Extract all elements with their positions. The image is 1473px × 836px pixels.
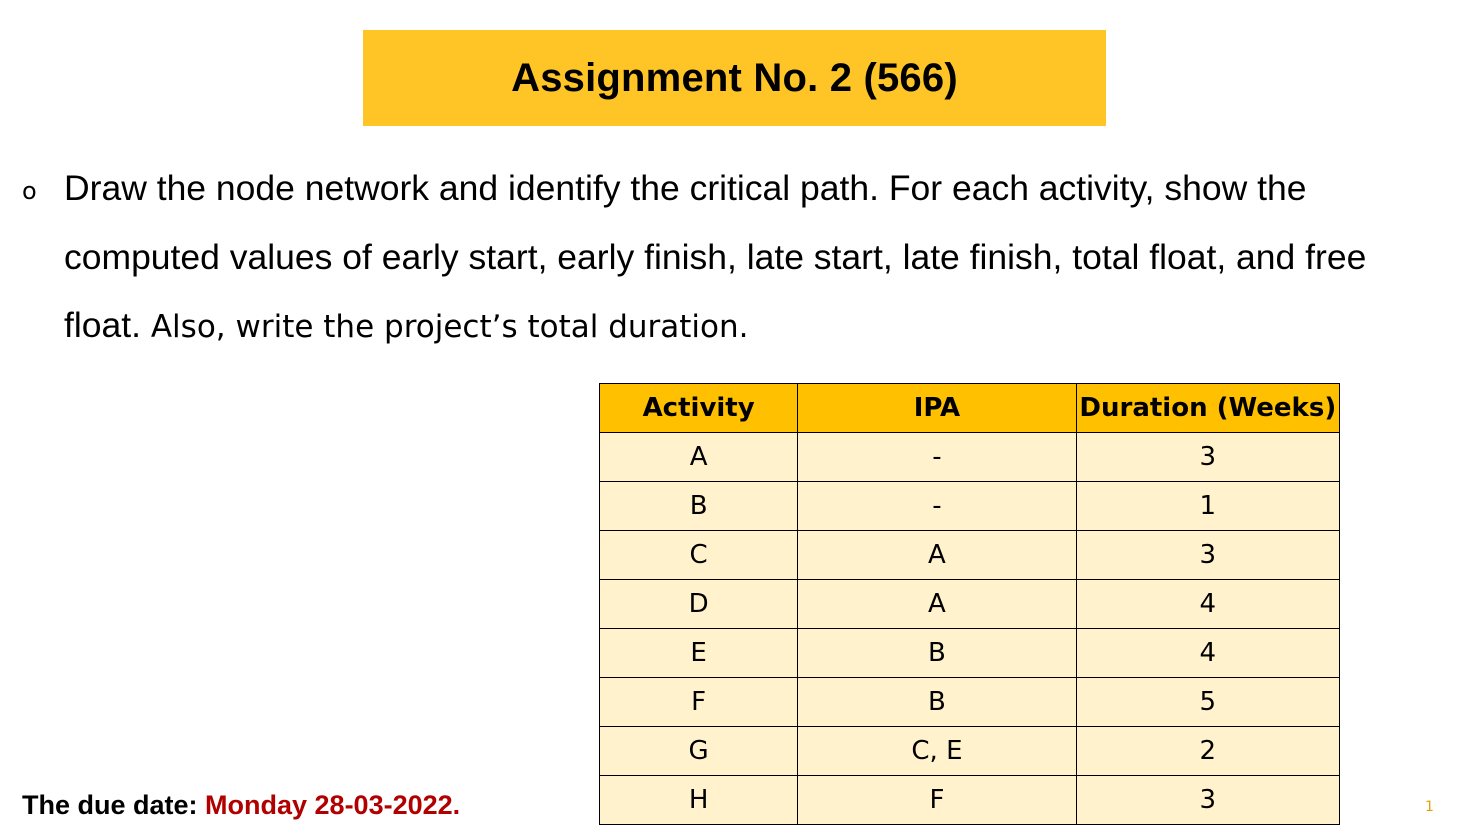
instructions-main: Draw the node network and identify the critical path. For each activity, show the computed values of early start, early finish, late start, late finish, total float, and free float. bbox=[64, 168, 1367, 345]
cell-duration: 3 bbox=[1076, 531, 1339, 580]
cell-activity: F bbox=[600, 678, 798, 727]
header-duration: Duration (Weeks) bbox=[1076, 384, 1339, 433]
cell-ipa: F bbox=[798, 776, 1076, 825]
cell-activity: A bbox=[600, 433, 798, 482]
due-date-line bbox=[22, 790, 460, 821]
table-header-row bbox=[600, 384, 1340, 433]
table-row bbox=[600, 776, 1340, 825]
cell-duration: 3 bbox=[1076, 776, 1339, 825]
cell-duration: 2 bbox=[1076, 727, 1339, 776]
table-row bbox=[600, 629, 1340, 678]
table-row bbox=[600, 482, 1340, 531]
cell-activity: G bbox=[600, 727, 798, 776]
cell-activity: E bbox=[600, 629, 798, 678]
cell-duration: 5 bbox=[1076, 678, 1339, 727]
bullet-icon: o bbox=[22, 177, 37, 205]
cell-ipa: - bbox=[798, 433, 1076, 482]
cell-ipa: B bbox=[798, 678, 1076, 727]
page-number: 1 bbox=[1425, 799, 1434, 815]
title-banner bbox=[363, 30, 1106, 126]
cell-activity: H bbox=[600, 776, 798, 825]
cell-ipa: B bbox=[798, 629, 1076, 678]
table-row bbox=[600, 678, 1340, 727]
cell-activity: B bbox=[600, 482, 798, 531]
cell-ipa: - bbox=[798, 482, 1076, 531]
table-row bbox=[600, 580, 1340, 629]
cell-duration: 1 bbox=[1076, 482, 1339, 531]
page-title: Assignment No. 2 (566) bbox=[511, 55, 958, 100]
instructions-extra: Also, write the project’s total duration. bbox=[150, 309, 749, 345]
cell-duration: 4 bbox=[1076, 580, 1339, 629]
cell-duration: 3 bbox=[1076, 433, 1339, 482]
table-row bbox=[600, 531, 1340, 580]
instructions-text bbox=[64, 154, 1444, 362]
table-row bbox=[600, 727, 1340, 776]
cell-activity: C bbox=[600, 531, 798, 580]
cell-activity: D bbox=[600, 580, 798, 629]
activity-table bbox=[599, 383, 1340, 825]
cell-ipa: C, E bbox=[798, 727, 1076, 776]
due-date-label: The due date: bbox=[22, 790, 198, 820]
header-activity: Activity bbox=[600, 384, 798, 433]
cell-ipa: A bbox=[798, 580, 1076, 629]
due-date-value: Monday 28-03-2022. bbox=[205, 790, 461, 820]
header-ipa: IPA bbox=[798, 384, 1076, 433]
table-row bbox=[600, 433, 1340, 482]
cell-ipa: A bbox=[798, 531, 1076, 580]
cell-duration: 4 bbox=[1076, 629, 1339, 678]
